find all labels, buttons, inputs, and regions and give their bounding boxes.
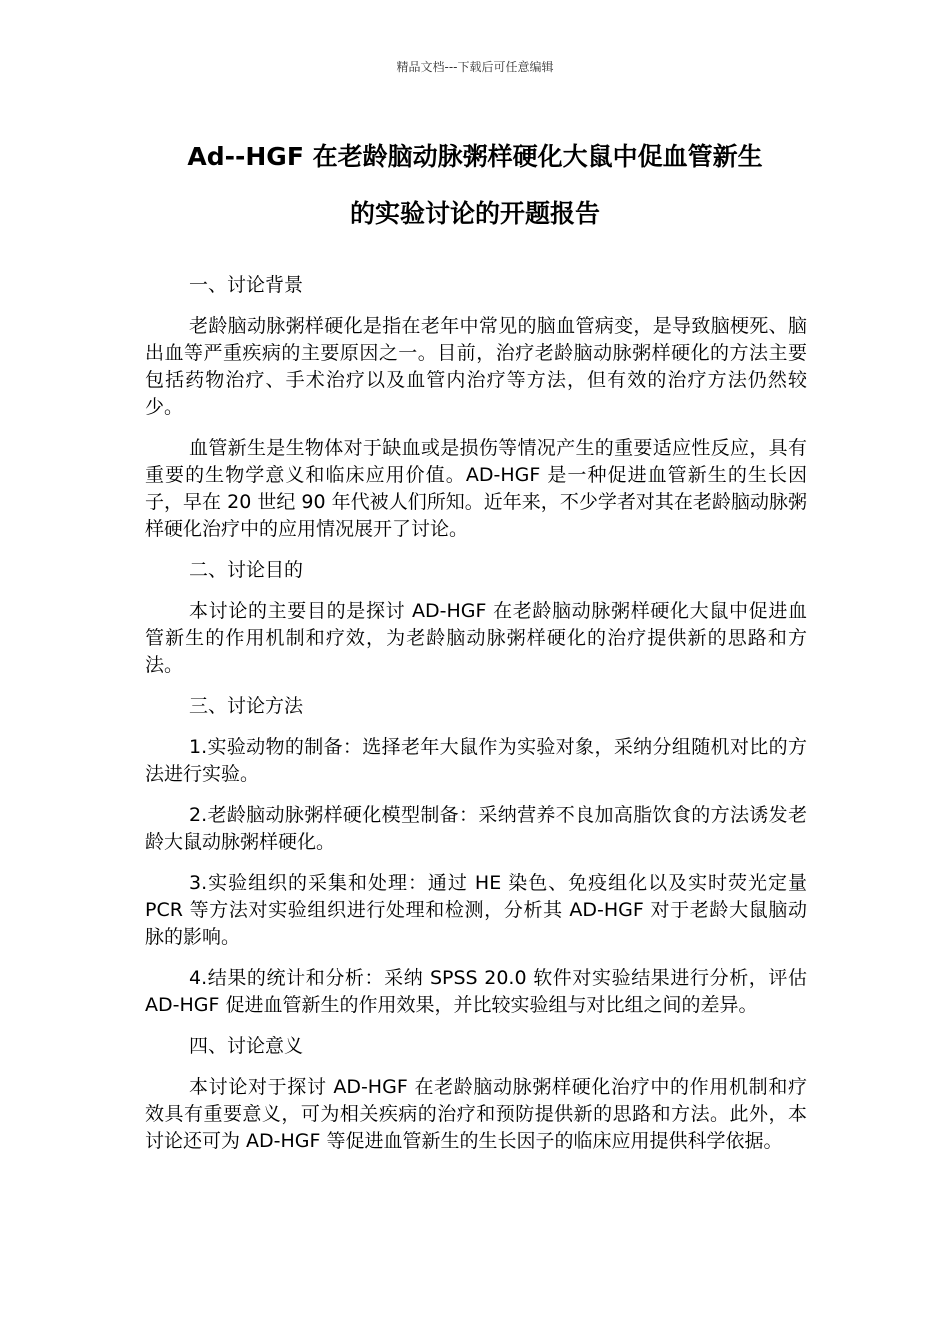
paragraph-method-4: 4.结果的统计和分析：采纳 SPSS 20.0 软件对实验结果进行分析，评估 AD-HGF 促进血管新生的作用效果，并比较实验组与对比组之间的差异。 (145, 967, 807, 1016)
paragraph-method-2: 2.老龄脑动脉粥样硬化模型制备：采纳营养不良加高脂饮食的方法诱发老龄大鼠动脉粥样硬化。 (145, 804, 807, 853)
paragraph-background-1: 老龄脑动脉粥样硬化是指在老年中常见的脑血管病变，是导致脑梗死、脑出血等严重疾病的主要原因之一。目前，治疗老龄脑动脉粥样硬化的方法主要包括药物治疗、手术治疗以及血管内治疗等方法，但有效的治疗方法仍然较少。 (145, 315, 807, 418)
section-heading-method: 三、讨论方法 (189, 695, 304, 717)
section-heading-significance: 四、讨论意义 (189, 1035, 304, 1057)
section-heading-background: 一、讨论背景 (189, 274, 304, 296)
section-heading-purpose: 二、讨论目的 (189, 559, 304, 581)
paragraph-purpose-1: 本讨论的主要目的是探讨 AD-HGF 在老龄脑动脉粥样硬化大鼠中促进血管新生的作用机制和疗效，为老龄脑动脉粥样硬化的治疗提供新的思路和方法。 (145, 600, 807, 676)
document-body (145, 272, 807, 1169)
paragraph-background-2: 血管新生是生物体对于缺血或是损伤等情况产生的重要适应性反应，具有重要的生物学意义和临床应用价值。AD-HGF 是一种促进血管新生的生长因子，早在 20 世纪 90 年代被人们所知。近年来，不少学者对其在老龄脑动脉粥样硬化治疗中的应用情况展开了讨论。 (145, 437, 807, 540)
paragraph-method-3: 3.实验组织的采集和处理：通过 HE 染色、免疫组化以及实时荧光定量 PCR 等方法对实验组织进行处理和检测，分析其 AD-HGF 对于老龄大鼠脑动脉的影响。 (145, 872, 807, 948)
document-title-line-1: Ad--HGF 在老龄脑动脉粥样硬化大鼠中促血管新生 (187, 142, 763, 171)
document-title-line-2: 的实验讨论的开题报告 (349, 199, 600, 228)
page-header-note: 精品文档---下载后可任意编辑 (396, 60, 554, 74)
paragraph-method-1: 1.实验动物的制备：选择老年大鼠作为实验对象，采纳分组随机对比的方法进行实验。 (145, 736, 807, 785)
paragraph-significance-1: 本讨论对于探讨 AD-HGF 在老龄脑动脉粥样硬化治疗中的作用机制和疗效具有重要意义，可为相关疾病的治疗和预防提供新的思路和方法。此外，本讨论还可为 AD-HGF 等促进血管新生的生长因子的临床应用提供科学依据。 (145, 1076, 807, 1152)
